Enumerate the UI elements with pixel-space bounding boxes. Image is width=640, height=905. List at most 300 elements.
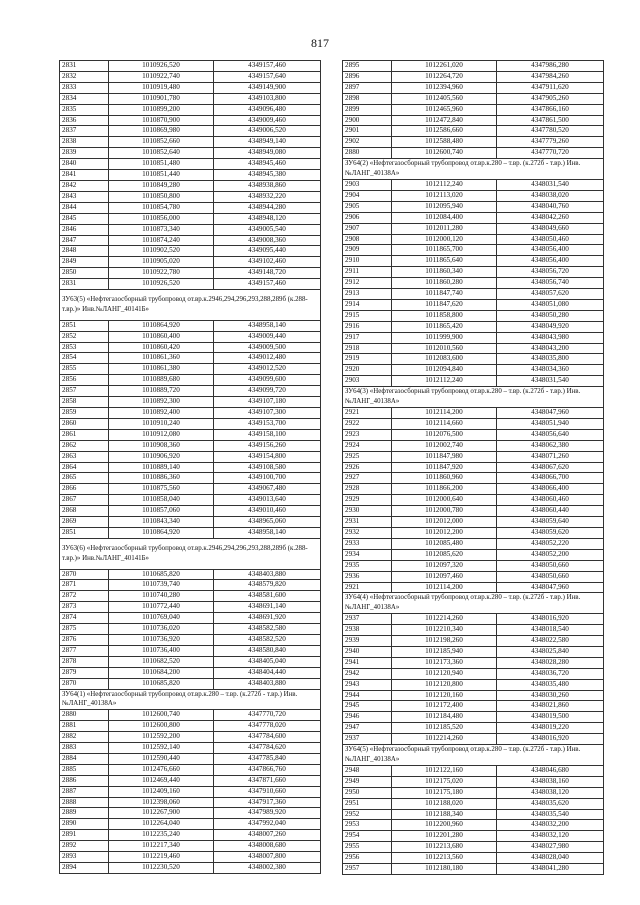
table-row — [343, 668, 604, 679]
y-coordinate: 4348008,680 — [214, 841, 321, 852]
y-coordinate: 4348027,980 — [497, 842, 604, 853]
y-coordinate: 4349012,520 — [214, 364, 321, 375]
x-coordinate: 1012122,160 — [392, 765, 497, 776]
point-number: 2892 — [60, 841, 109, 852]
table-row — [60, 224, 321, 235]
coordinates-table-right — [342, 60, 604, 875]
x-coordinate: 1010873,340 — [109, 224, 214, 235]
x-coordinate: 1010869,980 — [109, 126, 214, 137]
table-row — [343, 538, 604, 549]
point-number: 2942 — [343, 668, 392, 679]
table-row — [60, 148, 321, 159]
x-coordinate: 1010851,480 — [109, 159, 214, 170]
section-header: ЗУ64(3) «Нефтегазосборный трубопровод от.вр.к.280 – т.вр. (к.272б - т.вр.) Инв. №ЛАНГ_40138А» — [343, 387, 604, 408]
table-row — [60, 786, 321, 797]
y-coordinate: 4348579,820 — [214, 580, 321, 591]
x-coordinate: 1010736,920 — [109, 634, 214, 645]
point-number: 2836 — [60, 115, 109, 126]
y-coordinate: 4347984,260 — [497, 71, 604, 82]
point-number: 2929 — [343, 495, 392, 506]
point-number: 2903 — [343, 179, 392, 190]
y-coordinate: 4347770,720 — [214, 710, 321, 721]
point-number: 2951 — [343, 798, 392, 809]
table-row — [60, 667, 321, 678]
y-coordinate: 4348019,500 — [497, 712, 604, 723]
point-number: 2950 — [343, 787, 392, 798]
x-coordinate: 1012586,660 — [392, 126, 497, 137]
y-coordinate: 4349148,720 — [214, 268, 321, 279]
point-number: 2917 — [343, 332, 392, 343]
section-header: ЗУ64(2) «Нефтегазосборный трубопровод от.вр.к.280 – т.вр. (к.272б - т.вр.) Инв. №ЛАНГ_40138А» — [343, 159, 604, 180]
x-coordinate: 1012083,600 — [392, 354, 497, 365]
x-coordinate: 1010919,480 — [109, 82, 214, 93]
table-row — [60, 710, 321, 721]
x-coordinate: 1012476,660 — [109, 764, 214, 775]
x-coordinate: 1010854,780 — [109, 202, 214, 213]
point-number: 2851 — [60, 527, 109, 538]
x-coordinate: 1010875,560 — [109, 484, 214, 495]
table-row — [60, 721, 321, 732]
x-coordinate: 1010906,920 — [109, 451, 214, 462]
y-coordinate: 4348030,260 — [497, 690, 604, 701]
section-header: ЗУ64(4) «Нефтегазосборный трубопровод от.вр.к.280 – т.вр. (к.272б - т.вр.) Инв. №ЛАНГ_40138А» — [343, 593, 604, 614]
table-row — [60, 320, 321, 331]
table-row — [60, 213, 321, 224]
point-number: 2888 — [60, 797, 109, 808]
x-coordinate: 1012214,260 — [392, 614, 497, 625]
table-body-left — [60, 61, 321, 874]
point-number: 2848 — [60, 246, 109, 257]
x-coordinate: 1010685,820 — [109, 678, 214, 689]
point-number: 2913 — [343, 289, 392, 300]
x-coordinate: 1012264,720 — [392, 71, 497, 82]
y-coordinate: 4348036,720 — [497, 668, 604, 679]
table-row — [60, 517, 321, 528]
point-number: 2880 — [60, 710, 109, 721]
y-coordinate: 4347861,500 — [497, 115, 604, 126]
y-coordinate: 4349153,700 — [214, 418, 321, 429]
table-row — [60, 527, 321, 538]
point-number: 2906 — [343, 212, 392, 223]
point-number: 2881 — [60, 721, 109, 732]
y-coordinate: 4348035,620 — [497, 798, 604, 809]
table-row — [60, 331, 321, 342]
point-number: 2832 — [60, 71, 109, 82]
x-coordinate: 1012113,020 — [392, 190, 497, 201]
y-coordinate: 4348016,920 — [497, 734, 604, 745]
point-number: 2897 — [343, 82, 392, 93]
table-row — [60, 115, 321, 126]
point-number: 2957 — [343, 864, 392, 875]
x-coordinate: 1011866,200 — [392, 484, 497, 495]
table-row — [343, 278, 604, 289]
table-row — [60, 775, 321, 786]
x-coordinate: 1010901,780 — [109, 93, 214, 104]
table-row — [60, 732, 321, 743]
x-coordinate: 1012200,960 — [392, 820, 497, 831]
point-number: 2919 — [343, 354, 392, 365]
y-coordinate: 4348949,140 — [214, 137, 321, 148]
x-coordinate: 1010684,200 — [109, 667, 214, 678]
table-row — [343, 256, 604, 267]
table-row — [60, 82, 321, 93]
point-number: 2865 — [60, 473, 109, 484]
table-row — [343, 190, 604, 201]
table-row — [60, 137, 321, 148]
point-number: 2844 — [60, 202, 109, 213]
y-coordinate: 4348050,660 — [497, 560, 604, 571]
point-number: 2840 — [60, 159, 109, 170]
table-row — [343, 636, 604, 647]
y-coordinate: 4348050,280 — [497, 310, 604, 321]
y-coordinate: 4348056,720 — [497, 267, 604, 278]
point-number: 2860 — [60, 418, 109, 429]
table-row — [60, 451, 321, 462]
y-coordinate: 4348016,920 — [497, 614, 604, 625]
y-coordinate: 4348057,620 — [497, 289, 604, 300]
x-coordinate: 1012394,960 — [392, 82, 497, 93]
y-coordinate: 4347905,260 — [497, 93, 604, 104]
point-number: 2918 — [343, 343, 392, 354]
table-row — [60, 808, 321, 819]
x-coordinate: 1010849,280 — [109, 180, 214, 191]
y-coordinate: 4348056,740 — [497, 278, 604, 289]
x-coordinate: 1010861,360 — [109, 353, 214, 364]
y-coordinate: 4348047,960 — [497, 408, 604, 419]
y-coordinate: 4347784,600 — [214, 732, 321, 743]
point-number: 2883 — [60, 743, 109, 754]
x-coordinate: 1012114,200 — [392, 408, 497, 419]
y-coordinate: 4348938,860 — [214, 180, 321, 191]
y-coordinate: 4348002,380 — [214, 863, 321, 874]
point-number: 2924 — [343, 440, 392, 451]
table-row — [60, 407, 321, 418]
y-coordinate: 4348066,700 — [497, 473, 604, 484]
point-number: 2935 — [343, 560, 392, 571]
x-coordinate: 1010899,200 — [109, 104, 214, 115]
x-coordinate: 1012120,800 — [392, 679, 497, 690]
y-coordinate: 4349107,300 — [214, 407, 321, 418]
x-coordinate: 1011858,800 — [392, 310, 497, 321]
table-row — [60, 397, 321, 408]
table-row — [60, 180, 321, 191]
table-row — [60, 580, 321, 591]
table-row — [343, 776, 604, 787]
table-row — [60, 753, 321, 764]
y-coordinate: 4347866,760 — [214, 764, 321, 775]
table-row — [343, 115, 604, 126]
table-row — [343, 365, 604, 376]
table-row — [60, 353, 321, 364]
x-coordinate: 1012472,840 — [392, 115, 497, 126]
y-coordinate: 4348035,540 — [497, 809, 604, 820]
point-number: 2898 — [343, 93, 392, 104]
table-row — [60, 364, 321, 375]
table-row — [343, 506, 604, 517]
y-coordinate: 4348403,880 — [214, 569, 321, 580]
table-row — [60, 841, 321, 852]
x-coordinate: 1012217,340 — [109, 841, 214, 852]
x-coordinate: 1012213,560 — [392, 853, 497, 864]
table-row — [343, 299, 604, 310]
x-coordinate: 1012000,780 — [392, 506, 497, 517]
y-coordinate: 4348007,800 — [214, 852, 321, 863]
table-row — [60, 104, 321, 115]
table-row — [60, 93, 321, 104]
table-row — [343, 734, 604, 745]
y-coordinate: 4347780,520 — [497, 126, 604, 137]
point-number: 2874 — [60, 613, 109, 624]
x-coordinate: 1012590,440 — [109, 753, 214, 764]
y-coordinate: 4348038,120 — [497, 787, 604, 798]
point-number: 2841 — [60, 170, 109, 181]
x-coordinate: 1012011,280 — [392, 223, 497, 234]
y-coordinate: 4348582,520 — [214, 634, 321, 645]
table-row — [343, 549, 604, 560]
x-coordinate: 1010864,920 — [109, 527, 214, 538]
point-number: 2868 — [60, 506, 109, 517]
table-row — [60, 170, 321, 181]
x-coordinate: 1010852,640 — [109, 148, 214, 159]
table-row — [343, 809, 604, 820]
x-coordinate: 1012012,200 — [392, 527, 497, 538]
x-coordinate: 1011865,420 — [392, 321, 497, 332]
table-row — [60, 191, 321, 202]
table-row — [60, 495, 321, 506]
y-coordinate: 4348042,260 — [497, 212, 604, 223]
point-number: 2845 — [60, 213, 109, 224]
y-coordinate: 4348031,540 — [497, 179, 604, 190]
table-row — [60, 268, 321, 279]
point-number: 2886 — [60, 775, 109, 786]
table-row — [343, 201, 604, 212]
table-row — [343, 234, 604, 245]
y-coordinate: 4348405,040 — [214, 656, 321, 667]
table-row — [60, 61, 321, 72]
table-row — [343, 440, 604, 451]
x-coordinate: 1012076,500 — [392, 429, 497, 440]
point-number: 2908 — [343, 234, 392, 245]
y-coordinate: 4348071,260 — [497, 451, 604, 462]
point-number: 2876 — [60, 634, 109, 645]
x-coordinate: 1010861,380 — [109, 364, 214, 375]
table-row — [343, 625, 604, 636]
table-row — [343, 376, 604, 387]
x-coordinate: 1011999,900 — [392, 332, 497, 343]
x-coordinate: 1010772,440 — [109, 602, 214, 613]
table-row — [343, 723, 604, 734]
table-row — [343, 712, 604, 723]
table-row — [343, 657, 604, 668]
point-number: 2907 — [343, 223, 392, 234]
y-coordinate: 4347911,620 — [497, 82, 604, 93]
point-number: 2831 — [60, 279, 109, 290]
section-header-row — [343, 593, 604, 614]
x-coordinate: 1010908,360 — [109, 440, 214, 451]
table-row — [60, 830, 321, 841]
x-coordinate: 1010736,400 — [109, 645, 214, 656]
table-row — [60, 418, 321, 429]
y-coordinate: 4348049,920 — [497, 321, 604, 332]
x-coordinate: 1012592,200 — [109, 732, 214, 743]
y-coordinate: 4348056,640 — [497, 429, 604, 440]
table-row — [60, 634, 321, 645]
x-coordinate: 1012172,400 — [392, 701, 497, 712]
point-number: 2839 — [60, 148, 109, 159]
y-coordinate: 4347992,040 — [214, 819, 321, 830]
point-number: 2930 — [343, 506, 392, 517]
table-row — [60, 863, 321, 874]
x-coordinate: 1012112,240 — [392, 179, 497, 190]
y-coordinate: 4347770,720 — [497, 148, 604, 159]
y-coordinate: 4348018,540 — [497, 625, 604, 636]
x-coordinate: 1011860,280 — [392, 278, 497, 289]
table-row — [60, 257, 321, 268]
x-coordinate: 1010864,920 — [109, 320, 214, 331]
point-number: 2843 — [60, 191, 109, 202]
y-coordinate: 4348691,920 — [214, 613, 321, 624]
table-row — [60, 375, 321, 386]
y-coordinate: 4348052,200 — [497, 549, 604, 560]
table-row — [60, 429, 321, 440]
y-coordinate: 4349006,520 — [214, 126, 321, 137]
table-row — [343, 408, 604, 419]
table-row — [60, 159, 321, 170]
x-coordinate: 1012600,800 — [109, 721, 214, 732]
y-coordinate: 4347989,920 — [214, 808, 321, 819]
table-row — [343, 126, 604, 137]
y-coordinate: 4349103,800 — [214, 93, 321, 104]
x-coordinate: 1011860,340 — [392, 267, 497, 278]
table-row — [343, 267, 604, 278]
x-coordinate: 1012175,020 — [392, 776, 497, 787]
x-coordinate: 1012000,640 — [392, 495, 497, 506]
table-row — [60, 591, 321, 602]
table-row — [60, 852, 321, 863]
table-row — [343, 484, 604, 495]
y-coordinate: 4348060,460 — [497, 495, 604, 506]
coordinates-table-left — [59, 60, 321, 874]
y-coordinate: 4348028,040 — [497, 853, 604, 864]
point-number: 2956 — [343, 853, 392, 864]
y-coordinate: 4349149,900 — [214, 82, 321, 93]
point-number: 2838 — [60, 137, 109, 148]
table-row — [343, 517, 604, 528]
y-coordinate: 4348007,260 — [214, 830, 321, 841]
table-row — [343, 245, 604, 256]
point-number: 2952 — [343, 809, 392, 820]
point-number: 2872 — [60, 591, 109, 602]
x-coordinate: 1012097,320 — [392, 560, 497, 571]
y-coordinate: 4349154,800 — [214, 451, 321, 462]
y-coordinate: 4349005,540 — [214, 224, 321, 235]
table-row — [60, 506, 321, 517]
x-coordinate: 1012173,360 — [392, 657, 497, 668]
x-coordinate: 1012235,240 — [109, 830, 214, 841]
x-coordinate: 1010905,020 — [109, 257, 214, 268]
page-number: 817 — [311, 36, 329, 50]
y-coordinate: 4348051,080 — [497, 299, 604, 310]
y-coordinate: 4347778,020 — [214, 721, 321, 732]
x-coordinate: 1010889,140 — [109, 462, 214, 473]
y-coordinate: 4347784,620 — [214, 743, 321, 754]
y-coordinate: 4348580,840 — [214, 645, 321, 656]
point-number: 2914 — [343, 299, 392, 310]
y-coordinate: 4348034,360 — [497, 365, 604, 376]
point-number: 2934 — [343, 549, 392, 560]
point-number: 2851 — [60, 320, 109, 331]
point-number: 2866 — [60, 484, 109, 495]
x-coordinate: 1012405,560 — [392, 93, 497, 104]
section-header-row — [60, 538, 321, 569]
table-row — [343, 864, 604, 875]
section-header: ЗУ64(5) «Нефтегазосборный трубопровод от.вр.к.280 – т.вр. (к.272б - т.вр.) Инв. №ЛАНГ_40138А» — [343, 745, 604, 766]
section-header-row — [343, 159, 604, 180]
point-number: 2947 — [343, 723, 392, 734]
y-coordinate: 4348046,680 — [497, 765, 604, 776]
table-row — [343, 798, 604, 809]
y-coordinate: 4348062,380 — [497, 440, 604, 451]
point-number: 2937 — [343, 614, 392, 625]
point-number: 2941 — [343, 657, 392, 668]
y-coordinate: 4349009,440 — [214, 331, 321, 342]
y-coordinate: 4348035,480 — [497, 679, 604, 690]
y-coordinate: 4348040,760 — [497, 201, 604, 212]
point-number: 2900 — [343, 115, 392, 126]
x-coordinate: 1010850,800 — [109, 191, 214, 202]
point-number: 2852 — [60, 331, 109, 342]
x-coordinate: 1010856,000 — [109, 213, 214, 224]
y-coordinate: 4347779,260 — [497, 137, 604, 148]
table-row — [60, 462, 321, 473]
table-row — [60, 484, 321, 495]
y-coordinate: 4349096,480 — [214, 104, 321, 115]
table-row — [60, 743, 321, 754]
x-coordinate: 1012201,280 — [392, 831, 497, 842]
table-row — [60, 624, 321, 635]
table-row — [343, 571, 604, 582]
x-coordinate: 1012261,020 — [392, 61, 497, 72]
point-number: 2846 — [60, 224, 109, 235]
point-number: 2867 — [60, 495, 109, 506]
table-row — [343, 310, 604, 321]
x-coordinate: 1010912,080 — [109, 429, 214, 440]
y-coordinate: 4348041,280 — [497, 864, 604, 875]
y-coordinate: 4348051,940 — [497, 418, 604, 429]
y-coordinate: 4348582,580 — [214, 624, 321, 635]
point-number: 2909 — [343, 245, 392, 256]
x-coordinate: 1012214,260 — [392, 734, 497, 745]
point-number: 2948 — [343, 765, 392, 776]
x-coordinate: 1010843,340 — [109, 517, 214, 528]
point-number: 2858 — [60, 397, 109, 408]
point-number: 2926 — [343, 462, 392, 473]
point-number: 2904 — [343, 190, 392, 201]
point-number: 2933 — [343, 538, 392, 549]
x-coordinate: 1012230,520 — [109, 863, 214, 874]
table-row — [343, 527, 604, 538]
x-coordinate: 1010889,720 — [109, 386, 214, 397]
y-coordinate: 4349157,460 — [214, 61, 321, 72]
x-coordinate: 1012112,240 — [392, 376, 497, 387]
table-row — [343, 473, 604, 484]
x-coordinate: 1010892,300 — [109, 397, 214, 408]
y-coordinate: 4348049,660 — [497, 223, 604, 234]
x-coordinate: 1010922,740 — [109, 71, 214, 82]
x-coordinate: 1010858,040 — [109, 495, 214, 506]
x-coordinate: 1012114,200 — [392, 582, 497, 593]
table-row — [343, 842, 604, 853]
